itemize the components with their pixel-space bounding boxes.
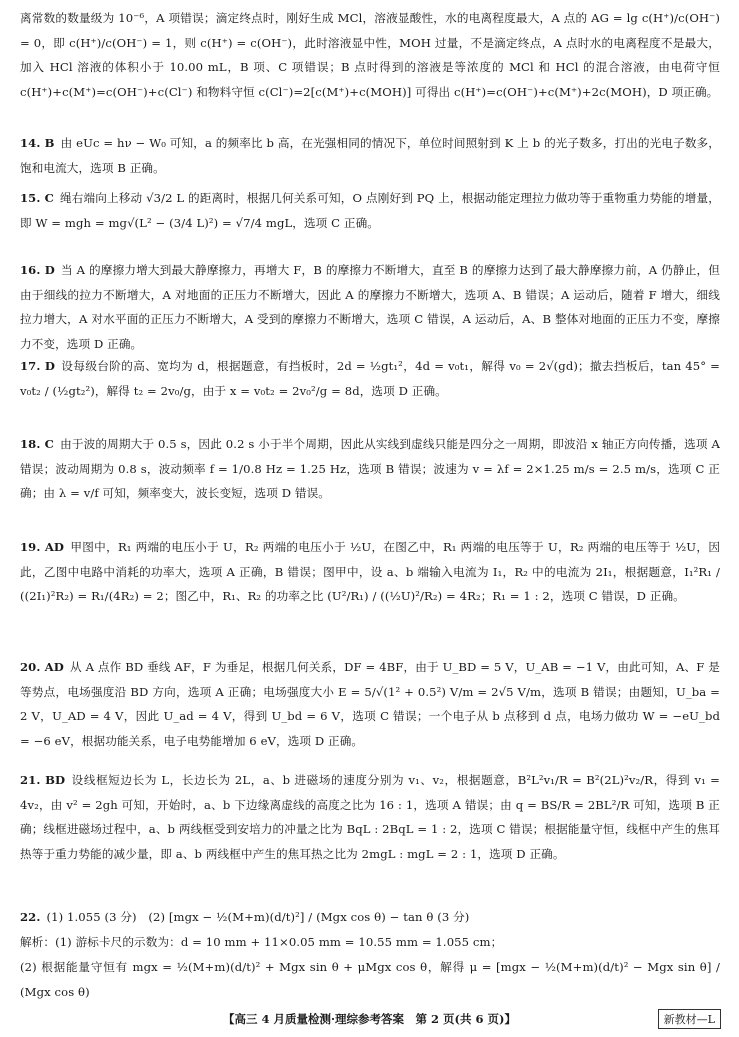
question-number: 17. D	[20, 359, 56, 373]
question-number: 16. D	[20, 263, 55, 277]
question-number: 22.	[20, 910, 41, 924]
paragraph-q19: 19. AD 甲图中，R₁ 两端的电压小于 U，R₂ 两端的电压小于 ½U，在图乙中，R₁ 两端的电压等于 U，R₂ 两端的电压等于 ½U，因此，乙图中电路中消耗的功率大，选项 A 正确，B 错误；图甲中，设 a、b 端输入电流为 I₁，R₂ 中的电流为 2I₁，根据题意，I₁²R₁ / ((2I₁)²R₂) = R₁/(4R₂) = 2；图乙中，R₁、R₂ 的功率之比 (U²/R₁) / ((½U)²/R₂) = 4R₂；R₁ = 1 : 2，选项 C 错误，D 正确。	[20, 540, 721, 603]
paragraph-q22-analysis: 解析：(1) 游标卡尺的示数为：d = 10 mm + 11×0.05 mm = 10.55 mm = 1.055 cm；	[20, 935, 503, 949]
paragraph-q21: 21. BD 设线框短边长为 L，长边长为 2L，a、b 进磁场的速度分别为 v₁、v₂，根据题意，B²L²v₁/R = B²(2L)²v₂/R，得到 v₁ = 4v₂，由 v² = 2gh 可知，开始时，a、b 下边缘离虚线的高度之比为 16 : 1，选项 A 错误；由 q = BS/R = 2BL²/R 可知，选项 B 正确；线框进磁场过程中，a、b 两线框受到安培力的冲量之比为 BqL : 2BqL = 1 : 2，选项 C 错误；根据能量守恒，线框中产生的焦耳热等于重力势能的减少量，即 a、b 两线框中产生的焦耳热之比为 2mgL : mgL = 2 : 1，选项 D 正确。	[20, 773, 720, 861]
question-number: 18. C	[20, 437, 54, 451]
paragraph-q20: 20. AD 从 A 点作 BD 垂线 AF，F 为垂足，根据几何关系，DF = 4BF，由于 U_BD = 5 V，U_AB = −1 V，由此可知，A、F 是等势点，电场强度沿 BD 方向，选项 A 正确；电场强度大小 E = 5/√(1² + 0.5²) V/m = 2√5 V/m，选项 B 错误；由题知，U_ba = 2 V，U_AD = 4 V，因此 U_ad = 4 V，得到 U_bd = 6 V，选项 C 错误；一个电子从 b 点移到 d 点，电场力做功 W = −eU_bd = −6 eV，根据功能关系，电子电势能增加 6 eV，选项 D 正确。	[20, 660, 720, 748]
question-number: 19. AD	[20, 540, 65, 554]
paragraph-chemistry-continued: 离常数的数量级为 10⁻⁶，A 项错误；滴定终点时，刚好生成 MCl，溶液显酸性，水的电离程度最大，A 点的 AG = lg c(H⁺)/c(OH⁻) = 0，即 c(H⁺)/c(OH⁻) = 1，则 c(H⁺) = c(OH⁻)，此时溶液显中性，MOH 过量，不是滴定终点，A 点时水的电离程度不是最大，加入 HCl 溶液的体积小于 10.00 mL，B 项、C 项错误；B 点时得到的溶液是等浓度的 MCl 和 HCl 的混合溶液，由电荷守恒 c(H⁺)+c(M⁺)=c(OH⁻)+c(Cl⁻) 和物料守恒 c(Cl⁻)=2[c(M⁺)+c(MOH)] 可得出 c(H⁺)=c(OH⁻)+c(M⁺)+2c(MOH)，D 项正确。	[20, 11, 720, 99]
paragraph-q18: 18. C 由于波的周期大于 0.5 s，因此 0.2 s 小于半个周期，因此从实线到虚线只能是四分之一周期，即波沿 x 轴正方向传播，选项 A 错误；波动周期为 0.8 s，波动频率 f = 1/0.8 Hz = 1.25 Hz，选项 B 错误；波速为 v = λf = 2×1.25 m/s = 2.5 m/s，选项 C 正确；由 λ = v/f 可知，频率变大，波长变短，选项 D 错误。	[20, 437, 720, 500]
paragraph-q22-part2: (2) 根据能量守恒有 mgx = ½(M+m)(d/t)² + Mgx sin θ + μMgx cos θ，解得 μ = [mgx − ½(M+m)(d/t)² − Mgx sin θ] / (Mgx cos θ)	[20, 960, 720, 999]
paragraph-q22: 22. (1) 1.055 (3 分) (2) [mgx − ½(M+m)(d/t)²] / (Mgx cos θ) − tan θ (3 分)	[20, 910, 470, 924]
paragraph-q14: 14. B 由 eUc = hν − W₀ 可知，a 的频率比 b 高，在光强相同的情况下，单位时间照射到 K 上 b 的光子数多，打出的光电子数多，饱和电流大，选项 B 正确。	[20, 136, 720, 175]
question-number: 20. AD	[20, 660, 64, 674]
question-number: 14. B	[20, 136, 55, 150]
paragraph-q17: 17. D 设每级台阶的高、宽均为 d，根据题意，有挡板时，2d = ½gt₁²，4d = v₀t₁，解得 v₀ = 2√(gd)；撤去挡板后，tan 45° = v₀t₂ / (½gt₂²)，解得 t₂ = 2v₀/g，由于 x = v₀t₂ = 2v₀²/g = 8d，选项 D 正确。	[20, 359, 720, 398]
question-number: 15. C	[20, 191, 54, 205]
question-number: 21. BD	[20, 773, 66, 787]
page-footer: 【高三 4 月质量检测·理综参考答案 第 2 页(共 6 页)】	[223, 1012, 516, 1026]
edition-badge: 新教材—L	[658, 1009, 721, 1029]
paragraph-q15: 15. C 绳右端向上移动 √3/2 L 的距离时，根据几何关系可知，O 点刚好到 PQ 上，根据动能定理拉力做功等于重物重力势能的增量，即 W = mgh = mg√(L² − (3/4 L)²) = √7/4 mgL，选项 C 正确。	[20, 191, 720, 230]
paragraph-q16: 16. D 当 A 的摩擦力增大到最大静摩擦力，再增大 F，B 的摩擦力不断增大，直至 B 的摩擦力达到了最大静摩擦力前，A 仍静止，但由于细线的拉力不断增大，A 对地面的正压力不断增大，因此 A 的摩擦力不断增大，选项 A、B 错误；A 运动后，随着 F 增大，细线拉力增大，A 对水平面的正压力不断增大，A 受到的摩擦力不断增大，选项 C 错误，A 运动后，A、B 整体对地面的正压力不变，摩擦力不变，选项 D 正确。	[20, 263, 720, 351]
